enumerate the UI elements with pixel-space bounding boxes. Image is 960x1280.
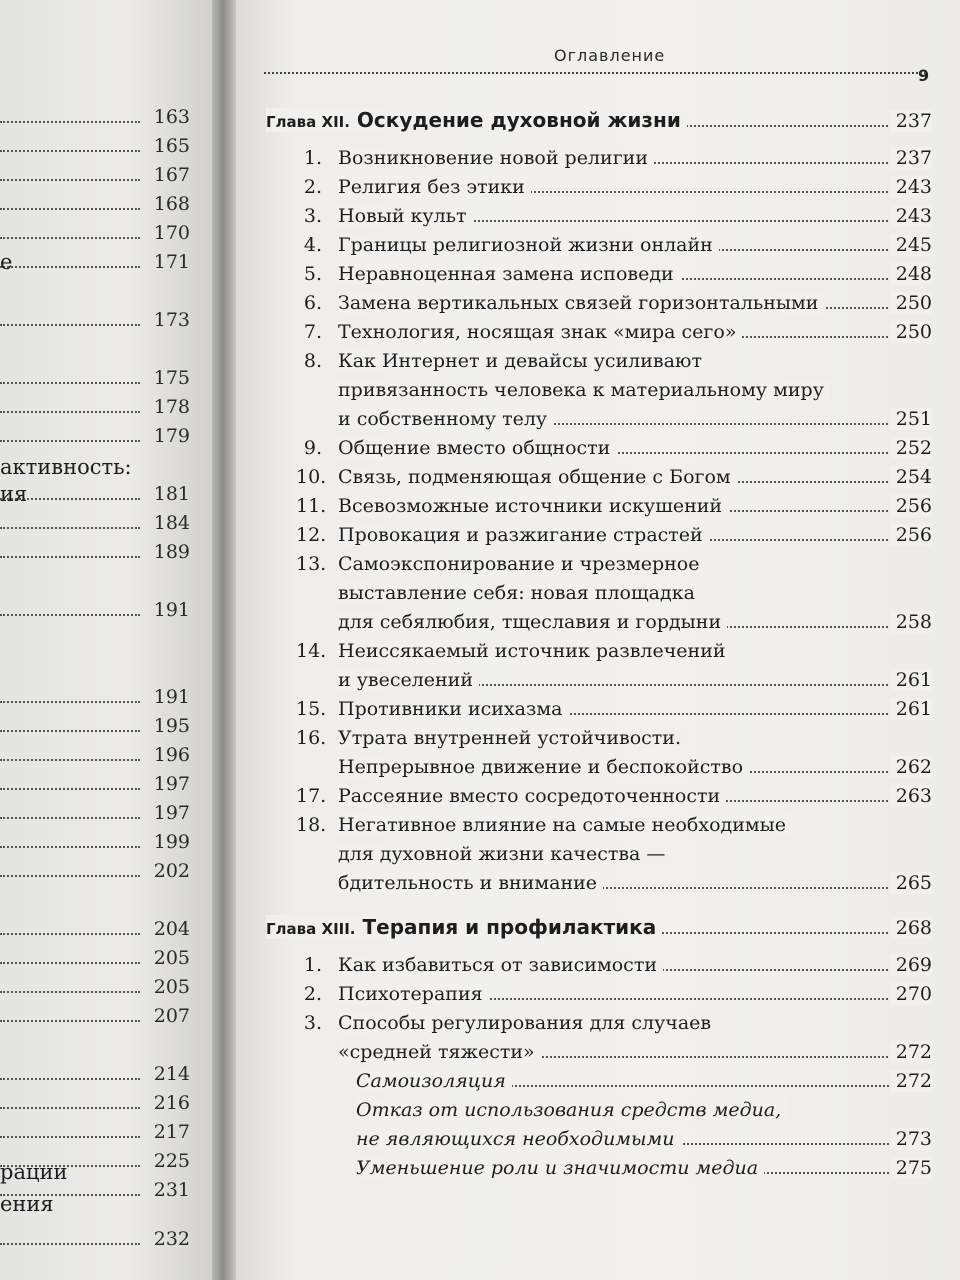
entry-page-number: 261 (890, 669, 932, 691)
entry-title: Уменьшение роли и значимости медиа (356, 1157, 764, 1179)
entry-title: и собственному телу (338, 408, 553, 430)
entry-title: Неиссякаемый источник развлечений (338, 640, 732, 662)
entry-title: Общение вместо общности (338, 437, 616, 459)
entry-number: 12. (296, 524, 327, 546)
entry-number: 17. (296, 785, 327, 807)
leader-dots (0, 1078, 140, 1080)
toc-entry (236, 636, 960, 666)
entry-title: Самоэкспонирование и чрезмерное (338, 553, 705, 575)
left-page-number: 225 (153, 1150, 190, 1172)
leader-dots (0, 817, 140, 819)
entry-page-number: 243 (890, 176, 932, 198)
leader-dots (0, 933, 140, 935)
left-page-number: 204 (153, 918, 190, 940)
entry-title: Связь, подменяющая общение с Богом (338, 466, 737, 488)
left-page-number: 199 (153, 831, 190, 853)
leader-dots (0, 121, 140, 123)
leader-dots (0, 324, 140, 326)
toc-entry-continuation (236, 1037, 960, 1067)
left-page-number: 175 (153, 367, 190, 389)
left-page-number: 165 (153, 135, 190, 157)
entry-title: Рассеяние вместо сосредоточенности (338, 785, 726, 807)
left-page-number: 173 (153, 309, 190, 331)
toc-entry (236, 520, 960, 550)
entry-title: привязанность человека к материальному миру (338, 379, 830, 401)
leader-dots (0, 759, 140, 761)
chapter-row (236, 913, 960, 943)
entry-number: 16. (296, 727, 327, 749)
entry-title: Самоизоляция (356, 1070, 512, 1092)
chapter-heading (266, 915, 662, 939)
entry-page-number: 262 (890, 756, 932, 778)
entry-title: Возникновение новой религии (338, 147, 654, 169)
left-page-number: 232 (153, 1228, 190, 1250)
leader-dots (0, 382, 140, 384)
left-toc-row (0, 1224, 192, 1252)
left-text-fragment: ения (0, 1192, 54, 1216)
entry-page-number: 252 (890, 437, 932, 459)
left-toc-row (0, 421, 192, 449)
left-page-number: 205 (153, 947, 190, 969)
leader-dots (0, 991, 140, 993)
page-number: 9 (918, 66, 930, 85)
left-toc-row (0, 1088, 192, 1116)
left-toc-row (0, 160, 192, 188)
toc-entry (236, 723, 960, 753)
toc-entry (236, 346, 960, 376)
leader-dots (0, 150, 140, 152)
entry-page-number: 261 (890, 698, 932, 720)
entry-title: Способы регулирования для случаев (338, 1012, 717, 1034)
leader-dots (0, 875, 140, 877)
left-page-number: 205 (153, 976, 190, 998)
left-page-number: 202 (153, 860, 190, 882)
left-toc-row (0, 102, 192, 130)
toc-entry (236, 549, 960, 579)
left-toc-row (0, 1117, 192, 1145)
leader-dots (0, 208, 140, 210)
toc-entry (236, 491, 960, 521)
entry-title: Противники исихазма (338, 698, 568, 720)
left-page-number: 207 (153, 1005, 190, 1027)
left-toc-row (0, 247, 192, 275)
entry-page-number: 275 (890, 1157, 932, 1179)
entry-title: Границы религиозной жизни онлайн (338, 234, 719, 256)
left-toc-row (0, 798, 192, 826)
chapter-row (236, 106, 960, 136)
left-toc-row (0, 1001, 192, 1029)
entry-number: 10. (296, 466, 327, 488)
toc-subentry (236, 1095, 960, 1125)
entry-title: бдительность и внимание (338, 872, 603, 894)
leader-dots (0, 846, 140, 848)
entry-page-number: 250 (890, 292, 932, 314)
entry-page-number: 248 (890, 263, 932, 285)
entry-number: 14. (296, 640, 327, 662)
toc-entry (236, 810, 960, 840)
entry-page-number: 265 (890, 872, 932, 894)
entry-title: Негативное влияние на самые необходимые (338, 814, 792, 836)
running-head: Оглавление (554, 46, 666, 65)
leader-dots (0, 962, 140, 964)
left-page-number: 191 (153, 599, 190, 621)
left-toc-row (0, 218, 192, 246)
entry-page-number: 272 (890, 1041, 932, 1063)
leader-dots (0, 237, 140, 239)
left-page-number: 178 (153, 396, 190, 418)
left-text-fragment: е (0, 250, 13, 274)
leader-dots (0, 411, 140, 413)
toc-entry-continuation (236, 607, 960, 637)
left-toc-row (0, 943, 192, 971)
left-toc-row (0, 392, 192, 420)
entry-number: 2. (303, 176, 322, 198)
left-page-number: 231 (153, 1179, 190, 1201)
toc-entry-continuation (236, 752, 960, 782)
toc-entry (236, 781, 960, 811)
toc-entry (236, 433, 960, 463)
chapter-label: Глава XII. (266, 113, 350, 131)
entry-page-number: 243 (890, 205, 932, 227)
chapter-heading (266, 108, 687, 132)
entry-page-number: 268 (890, 917, 932, 939)
toc-entry (236, 230, 960, 260)
toc-subentry (236, 1066, 960, 1096)
entry-title: Утрата внутренней устойчивости. (338, 727, 687, 749)
entry-number: 9. (303, 437, 322, 459)
leader-dots (0, 1020, 140, 1022)
entry-page-number: 251 (890, 408, 932, 430)
left-page-number: 167 (153, 164, 190, 186)
toc-entry (236, 950, 960, 980)
left-page-number: 168 (153, 193, 190, 215)
entry-title: Технология, носящая знак «мира сего» (338, 321, 742, 343)
toc-entry-continuation (236, 839, 960, 869)
toc-entry (236, 172, 960, 202)
entry-title: Как Интернет и девайсы усиливают (338, 350, 708, 372)
entry-number: 8. (303, 350, 322, 372)
leader-dots (0, 179, 140, 181)
left-page-number: 181 (153, 483, 190, 505)
left-toc-row (0, 363, 192, 391)
header-rule (264, 72, 926, 74)
entry-title: Замена вертикальных связей горизонтальными (338, 292, 824, 314)
chapter-title: Терапия и профилактика (362, 915, 657, 939)
toc-subentry (236, 1124, 960, 1154)
entry-page-number: 237 (890, 110, 932, 132)
entry-title: Непрерывное движение и беспокойство (338, 756, 749, 778)
left-toc-row (0, 189, 192, 217)
toc-entry (236, 694, 960, 724)
leader-dots (0, 788, 140, 790)
entry-title: Всевозможные источники искушений (338, 495, 728, 517)
toc-entry (236, 979, 960, 1009)
entry-title: Как избавиться от зависимости (338, 954, 663, 976)
entry-title: Провокация и разжигание страстей (338, 524, 709, 546)
left-page-number: 214 (153, 1063, 190, 1085)
entry-title: Новый культ (338, 205, 473, 227)
left-toc-row (0, 827, 192, 855)
left-page-number: 217 (153, 1121, 190, 1143)
leader-dots (0, 556, 140, 558)
toc-entry-continuation (236, 665, 960, 695)
toc-subentry (236, 1153, 960, 1183)
leader-dots (0, 614, 140, 616)
entry-page-number: 270 (890, 983, 932, 1005)
toc-entry-continuation (236, 375, 960, 405)
left-toc-row (0, 711, 192, 739)
left-page-number: 184 (153, 512, 190, 534)
entry-number: 4. (303, 234, 322, 256)
leader-dots (0, 730, 140, 732)
entry-title: выставление себя: новая площадка (338, 582, 701, 604)
leader-dots (0, 527, 140, 529)
entry-number: 5. (303, 263, 322, 285)
left-page-number: 179 (153, 425, 190, 447)
entry-number: 6. (303, 292, 322, 314)
left-toc-row (0, 914, 192, 942)
entry-page-number: 254 (890, 466, 932, 488)
toc-entry (236, 143, 960, 173)
entry-page-number: 256 (890, 524, 932, 546)
book-gutter (212, 0, 236, 1280)
entry-page-number: 256 (890, 495, 932, 517)
left-toc-row (0, 305, 192, 333)
left-page-number: 195 (153, 715, 190, 737)
entry-number: 15. (296, 698, 327, 720)
entry-page-number: 269 (890, 954, 932, 976)
entry-number: 13. (296, 553, 327, 575)
left-toc-row (0, 682, 192, 710)
entry-number: 2. (303, 983, 322, 1005)
left-toc-row (0, 740, 192, 768)
left-page-number: 216 (153, 1092, 190, 1114)
toc-entry-continuation (236, 868, 960, 898)
entry-title: не являющихся необходимыми (356, 1128, 681, 1150)
left-page-number: 170 (153, 222, 190, 244)
toc-entry (236, 259, 960, 289)
leader-dots (0, 1136, 140, 1138)
left-toc-row (0, 595, 192, 623)
entry-title: Неравноценная замена исповеди (338, 263, 680, 285)
left-page-number: 171 (153, 251, 190, 273)
entry-page-number: 273 (890, 1128, 932, 1150)
left-toc-row (0, 479, 192, 507)
left-toc-row (0, 537, 192, 565)
toc-entry (236, 288, 960, 318)
left-toc-row (0, 769, 192, 797)
left-page-number: 191 (153, 686, 190, 708)
left-page-number: 163 (153, 106, 190, 128)
entry-number: 11. (296, 495, 327, 517)
left-page (0, 0, 212, 1280)
entry-title: и увеселений (338, 669, 479, 691)
left-page-number: 197 (153, 773, 190, 795)
entry-page-number: 263 (890, 785, 932, 807)
toc-entry (236, 317, 960, 347)
entry-page-number: 258 (890, 611, 932, 633)
entry-number: 18. (296, 814, 327, 836)
entry-number: 1. (303, 147, 322, 169)
toc-entry-continuation (236, 578, 960, 608)
entry-number: 3. (303, 1012, 322, 1034)
left-page-number: 189 (153, 541, 190, 563)
entry-title: Психотерапия (338, 983, 489, 1005)
entry-number: 3. (303, 205, 322, 227)
toc-entry-continuation (236, 404, 960, 434)
left-toc-row (0, 1059, 192, 1087)
leader-dots (0, 440, 140, 442)
toc-entry (236, 201, 960, 231)
left-text-fragment: рации (0, 1160, 68, 1184)
leader-dots (0, 1107, 140, 1109)
left-toc-row (0, 856, 192, 884)
left-text-fragment: ия (0, 482, 28, 506)
entry-title: для себялюбия, тщеславия и гордыни (338, 611, 727, 633)
left-toc-row (0, 131, 192, 159)
left-text-fragment: активность: (0, 455, 132, 479)
entry-title: для духовной жизни качества — (338, 843, 671, 865)
entry-title: «средней тяжести» (338, 1041, 541, 1063)
entry-page-number: 272 (890, 1070, 932, 1092)
left-toc-row (0, 508, 192, 536)
chapter-label: Глава XIII. (266, 920, 356, 938)
entry-page-number: 245 (890, 234, 932, 256)
left-page-number: 196 (153, 744, 190, 766)
chapter-title: Оскудение духовной жизни (356, 108, 681, 132)
toc-entry (236, 462, 960, 492)
leader-dots (0, 701, 140, 703)
leader-dots (0, 1243, 140, 1245)
leader-dots (0, 266, 140, 268)
left-toc-row (0, 972, 192, 1000)
right-page (236, 0, 960, 1280)
entry-number: 1. (303, 954, 322, 976)
entry-title: Религия без этики (338, 176, 531, 198)
entry-number: 7. (303, 321, 322, 343)
entry-page-number: 250 (890, 321, 932, 343)
left-page-number: 197 (153, 802, 190, 824)
entry-title: Отказ от использования средств медиа, (356, 1099, 787, 1121)
toc-entry (236, 1008, 960, 1038)
entry-page-number: 237 (890, 147, 932, 169)
